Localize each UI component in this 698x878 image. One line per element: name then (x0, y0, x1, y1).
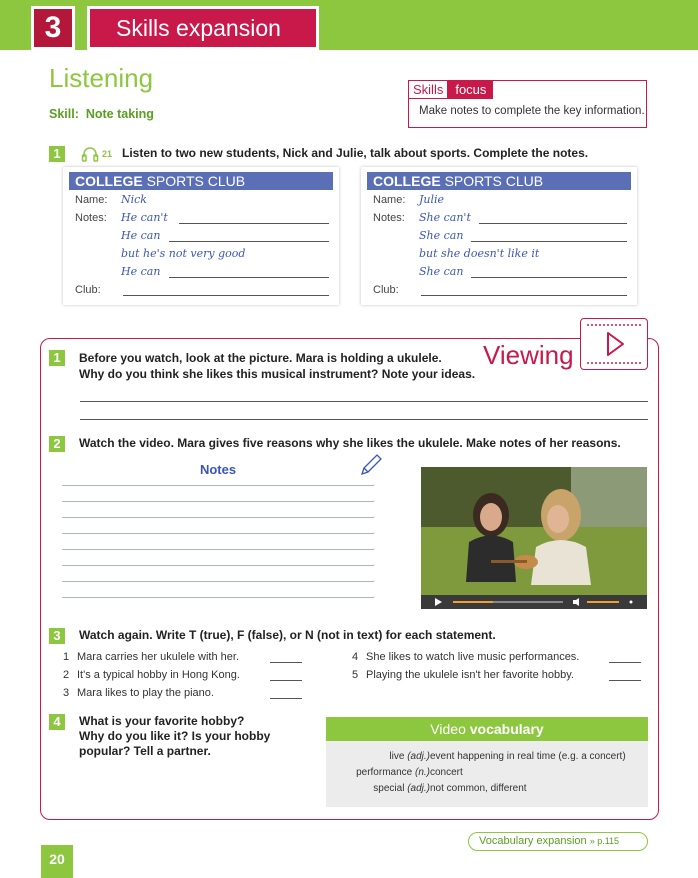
pencil-icon (358, 452, 384, 483)
answer-blank[interactable] (609, 680, 641, 681)
statement-3 (63, 687, 214, 699)
skills-focus-tag-b: focus (448, 80, 493, 99)
note-3: but he's not very good (121, 247, 246, 260)
club-label: Club: (373, 284, 399, 296)
viewing-q1 (49, 350, 475, 382)
notes-area[interactable] (62, 461, 374, 609)
statement-text: Playing the ukulele isn't her favorite hobby. (366, 669, 574, 681)
vocab-pos: (adj.) (407, 751, 430, 762)
notes-line (62, 533, 374, 534)
note-1: He can't (121, 211, 168, 224)
track-number: 21 (102, 149, 113, 159)
statement-text: It's a typical hobby in Hong Kong. (77, 669, 240, 681)
blank-line[interactable] (471, 241, 627, 242)
notes-line (62, 597, 374, 598)
exercise-1-text: Listen to two new students, Nick and Julie, talk about sports. Complete the notes. (122, 146, 589, 160)
name-label: Name: (373, 194, 406, 206)
notes-label: Notes: (373, 212, 405, 224)
exercise-number: 1 (49, 146, 65, 162)
note-1: She can't (419, 211, 471, 224)
note-4: He can (121, 265, 161, 278)
answer-blank[interactable] (270, 662, 302, 663)
note-2: She can (419, 229, 464, 242)
name-value: Julie (419, 193, 445, 206)
statement-4 (352, 651, 579, 663)
viewing-q2 (49, 436, 621, 452)
vocab-word: live (389, 751, 405, 762)
statement-5 (352, 669, 574, 681)
vocab-header-a: Video (430, 721, 466, 737)
notes-line (62, 581, 374, 582)
answer-blank[interactable] (270, 698, 302, 699)
q2-text: Watch the video. Mara gives five reasons why she likes the ukulele. Make notes of her reasons. (79, 436, 621, 450)
skills-focus-text: Make notes to complete the key information. (419, 105, 645, 117)
card-header-rest: SPORTS CLUB (146, 173, 246, 189)
statement-text: She likes to watch live music performances. (366, 651, 580, 663)
question-number: 1 (49, 350, 65, 366)
notes-card-julie (361, 167, 637, 305)
q4-line-2: Why do you like it? Is your hobby (79, 729, 271, 743)
note-3: but she doesn't like it (419, 247, 540, 260)
skill-line (49, 107, 154, 121)
answer-line[interactable] (80, 419, 648, 420)
vocab-header-b: vocabulary (469, 721, 544, 737)
video-vocabulary-box (326, 717, 648, 807)
notes-line (62, 501, 374, 502)
q1-line-2: Why do you think she likes this musical instrument? Note your ideas. (79, 367, 476, 381)
video-controls (421, 595, 647, 609)
vocab-definition: event happening in real time (e.g. a concert) (430, 751, 626, 762)
exercise-1-instruction (49, 146, 588, 162)
viewing-q3 (49, 628, 496, 644)
answer-blank[interactable] (270, 680, 302, 681)
question-number: 2 (49, 436, 65, 452)
video-player[interactable] (421, 467, 647, 609)
question-number: 4 (49, 714, 65, 730)
q4-line-3: popular? Tell a partner. (79, 744, 211, 758)
vocab-word: special (373, 783, 405, 794)
statement-number: 1 (63, 651, 70, 663)
unit-number: 3 (31, 6, 75, 50)
name-label: Name: (75, 194, 108, 206)
page-number: 20 (41, 845, 73, 878)
notes-label: Notes: (75, 212, 107, 224)
listening-heading: Listening (49, 63, 154, 93)
video-play-icon (580, 318, 648, 370)
notes-line (62, 485, 374, 486)
q1-line-1: Before you watch, look at the picture. Mara is holding a ukulele. (79, 351, 442, 365)
blank-line[interactable] (123, 295, 329, 296)
card-header (367, 172, 631, 190)
card-header-bold: COLLEGE (373, 173, 441, 189)
notes-title: Notes (199, 462, 237, 477)
statement-1 (63, 651, 239, 663)
notes-line (62, 549, 374, 550)
statement-text: Mara carries her ukulele with her. (77, 651, 240, 663)
question-number: 3 (49, 628, 65, 644)
skill-label: Skill: (49, 107, 79, 121)
statement-number: 2 (63, 669, 70, 681)
skills-focus-tag (408, 80, 493, 99)
statement-number: 5 (352, 669, 359, 681)
blank-line[interactable] (169, 241, 329, 242)
skills-focus-box (408, 80, 647, 128)
vocab-exp-label: Vocabulary expansion (479, 835, 587, 847)
q4-line-1: What is your favorite hobby? (79, 714, 245, 728)
card-header-rest: SPORTS CLUB (444, 173, 544, 189)
answer-blank[interactable] (609, 662, 641, 663)
unit-title: Skills expansion (87, 6, 319, 50)
name-value: Nick (121, 193, 147, 206)
viewing-q4 (49, 714, 270, 759)
answer-line[interactable] (80, 401, 648, 402)
notes-card-nick (63, 167, 339, 305)
blank-line[interactable] (179, 223, 329, 224)
statement-number: 3 (63, 687, 70, 699)
card-header-bold: COLLEGE (75, 173, 143, 189)
vocab-word: performance (356, 767, 413, 778)
vocab-definition: not common, different (430, 783, 527, 794)
skill-name: Note taking (85, 107, 154, 121)
vocab-definition: concert (430, 767, 463, 778)
notes-line (62, 565, 374, 566)
statement-number: 4 (352, 651, 359, 663)
vocab-exp-page: » p.115 (589, 836, 620, 846)
viewing-title: Viewing (477, 340, 580, 371)
note-4: She can (419, 265, 464, 278)
note-2: He can (121, 229, 161, 242)
blank-line[interactable] (421, 295, 627, 296)
blank-line[interactable] (471, 277, 627, 278)
q3-text: Watch again. Write T (true), F (false), or N (not in text) for each statement. (79, 628, 496, 642)
skills-focus-tag-a: Skills (408, 80, 448, 99)
vocab-pos: (adj.) (407, 783, 430, 794)
blank-line[interactable] (169, 277, 329, 278)
card-header (69, 172, 333, 190)
statement-text: Mara likes to play the piano. (77, 687, 214, 699)
club-label: Club: (75, 284, 101, 296)
vocab-pos: (n.) (415, 767, 430, 778)
vocabulary-expansion-link[interactable] (468, 832, 648, 851)
vocab-header (326, 717, 648, 741)
notes-line (62, 517, 374, 518)
statement-2 (63, 669, 240, 681)
headphones-icon[interactable] (81, 146, 114, 162)
blank-line[interactable] (479, 223, 627, 224)
